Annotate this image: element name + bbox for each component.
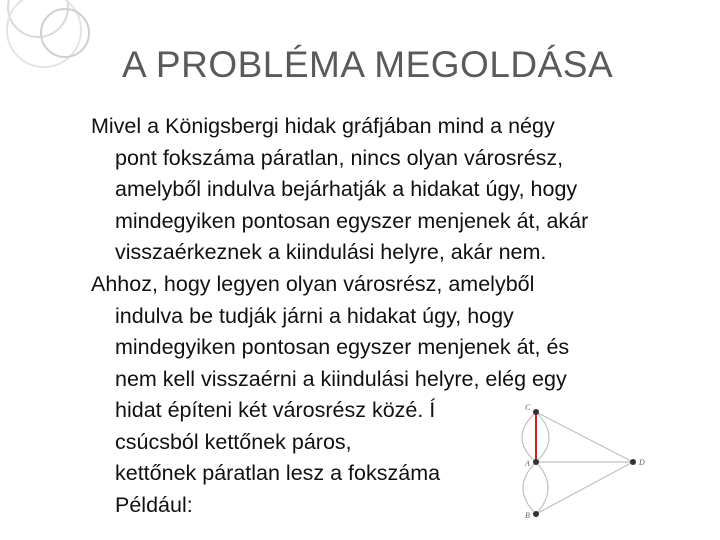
node-label: C (525, 403, 531, 412)
graph-node (533, 511, 539, 517)
paragraph-1 (91, 111, 711, 269)
text-line: hidat építeni két városrész közé. Í (115, 398, 436, 422)
graph-nodes (533, 409, 636, 517)
text-line: mindegyiken pontosan egyszer menjenek át, és (115, 335, 570, 359)
graph-edge (536, 412, 549, 462)
decorative-ring (40, 8, 90, 58)
graph-node (630, 459, 636, 465)
text-line: visszaérkeznek a kiindulási helyre, akár nem. (115, 240, 547, 264)
graph-node (533, 459, 539, 465)
slide-title: A PROBLÉMA MEGOLDÁSA (122, 44, 614, 85)
node-label: A (525, 459, 530, 468)
text-line: kettőnek páratlan lesz a fokszáma (115, 461, 441, 485)
text-line: Ahhoz, hogy legyen olyan városrész, amelyből (91, 272, 535, 296)
text-line: indulva be tudják járni a hidakat úgy, hogy (115, 303, 514, 328)
graph-edge (523, 462, 536, 514)
graph-drawing (498, 398, 668, 528)
text-line: nem kell visszaérni a kiindulási helyre, elég egy (115, 366, 567, 391)
node-label: D (639, 458, 645, 467)
text-line: amelyből indulva bejárhatják a hidakat úgy, hogy (115, 177, 578, 201)
text-line: Például: (115, 492, 193, 517)
text-line: Mivel a Königsbergi hidak gráfjában mind a négy (91, 114, 555, 138)
konigsberg-graph-image (498, 398, 668, 528)
graph-node (533, 409, 539, 415)
text-line: pont fokszáma páratlan, nincs olyan városrész, (115, 145, 564, 170)
graph-edge (536, 412, 633, 462)
text-line: mindegyiken pontosan egyszer menjenek át, akár (115, 208, 589, 233)
graph-edge (536, 462, 548, 514)
text-line: csúcsból kettőnek páros, (115, 429, 352, 454)
graph-edge (536, 462, 633, 514)
graph-edge (522, 412, 536, 462)
node-label: B (525, 511, 530, 520)
